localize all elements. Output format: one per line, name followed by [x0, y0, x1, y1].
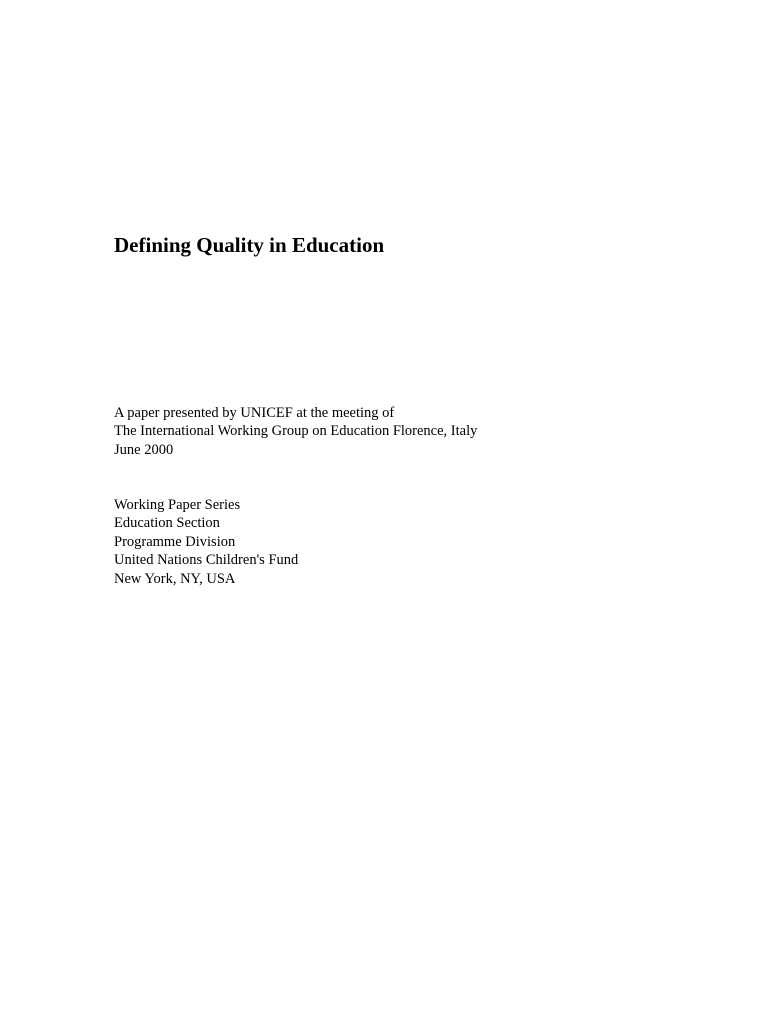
- date-line: June 2000: [114, 441, 174, 458]
- series-line: Working Paper Series: [114, 497, 241, 513]
- document-title: Defining Quality in Education: [114, 233, 385, 257]
- presentation-info: [114, 404, 477, 459]
- meeting-line: The International Working Group on Education Florence, Italy: [114, 423, 478, 440]
- presentation-line: A paper presented by UNICEF at the meeting of: [114, 405, 395, 421]
- organization-info: [114, 496, 298, 588]
- location-line: New York, NY, USA: [114, 570, 236, 587]
- organization-name-line: United Nations Children's Fund: [114, 552, 299, 569]
- section-line: Education Section: [114, 515, 220, 532]
- division-line: Programme Division: [114, 533, 236, 550]
